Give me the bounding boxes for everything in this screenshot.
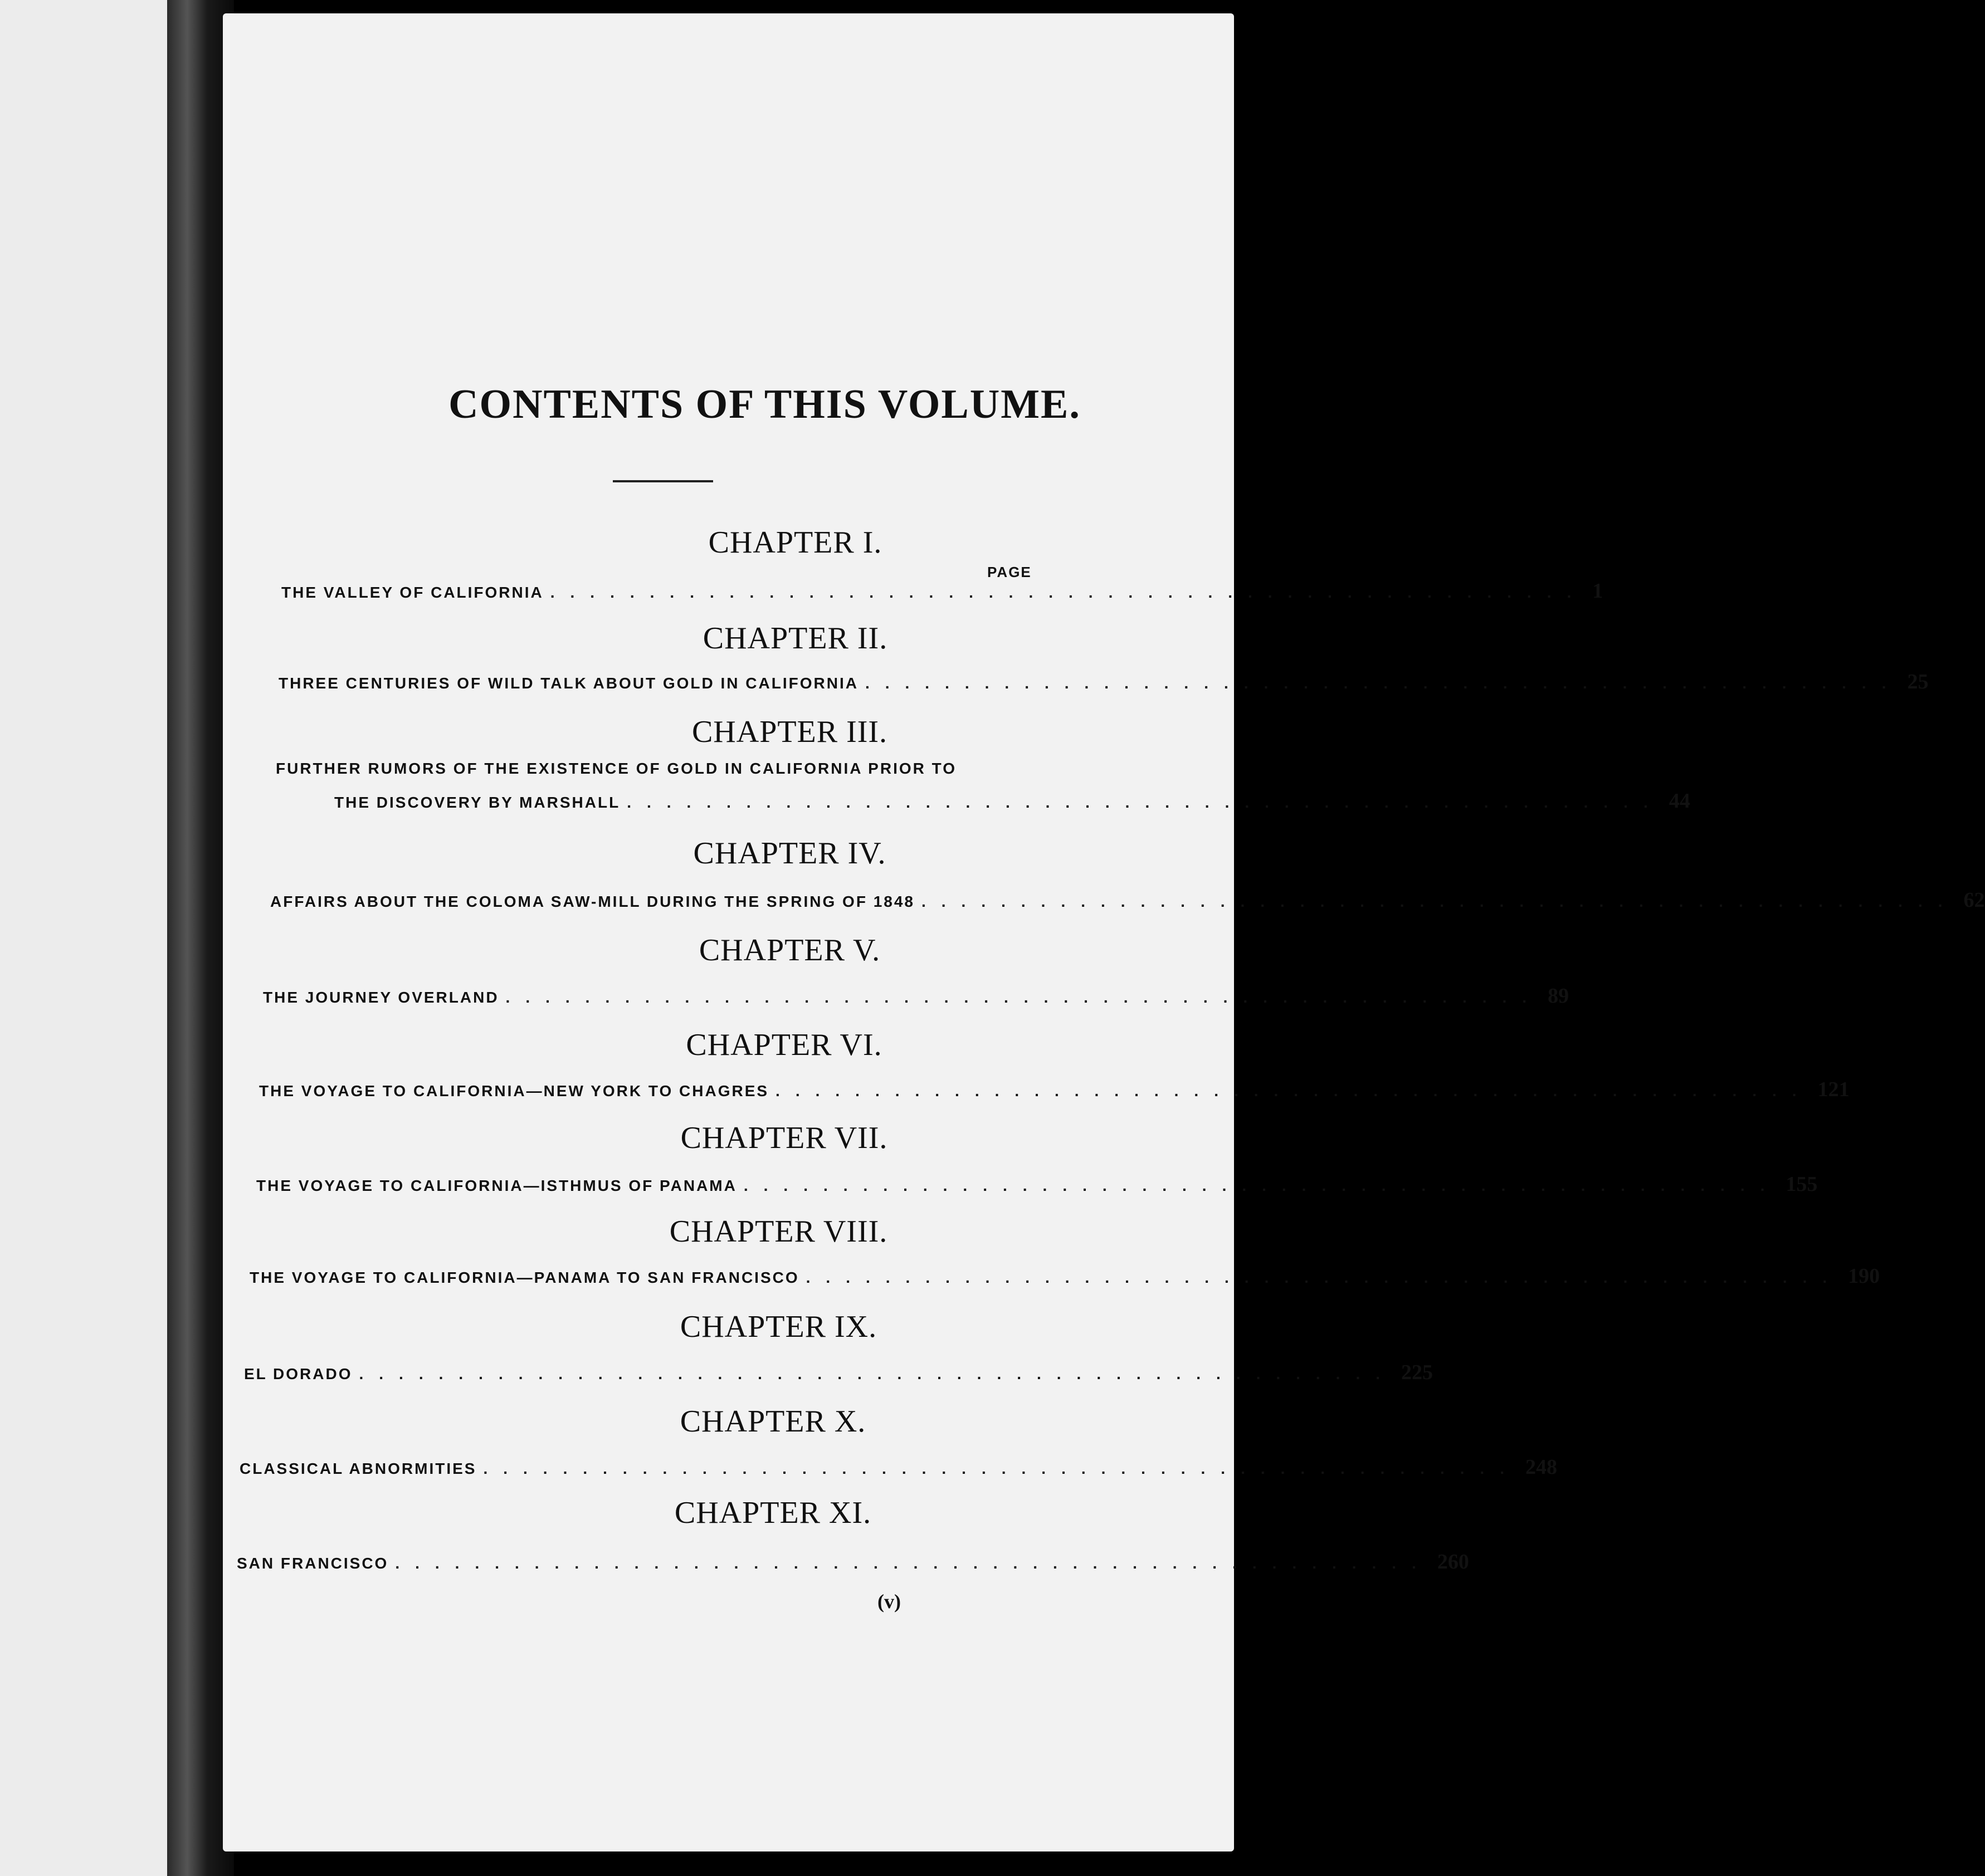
chapter-heading: CHAPTER I.	[708, 525, 882, 560]
leader-dots: ....................................................	[627, 794, 1664, 811]
toc-entry[interactable]	[250, 1264, 1880, 1288]
toc-entry-page: 121	[1817, 1078, 1850, 1101]
leader-dots: ....................................................	[395, 1555, 1432, 1572]
page-title: CONTENTS OF THIS VOLUME.	[448, 382, 1081, 427]
toc-entry-title: THE JOURNEY OVERLAND	[263, 989, 499, 1006]
leader-dots: ....................................................	[505, 989, 1543, 1006]
toc-entry-page: 248	[1525, 1455, 1557, 1479]
toc-entry[interactable]	[237, 1550, 1469, 1574]
chapter-heading: CHAPTER XI.	[674, 1496, 872, 1530]
toc-entry[interactable]	[263, 984, 1569, 1008]
chapter-heading: CHAPTER V.	[699, 933, 881, 968]
toc-entry-page: 190	[1848, 1264, 1880, 1288]
chapter-heading: CHAPTER VII.	[680, 1121, 888, 1155]
contents-page	[223, 13, 1985, 1851]
toc-entry[interactable]	[256, 1172, 1818, 1196]
leader-dots: ....................................................	[550, 584, 1587, 601]
leader-dots: ....................................................	[776, 1082, 1812, 1100]
page-column-label: PAGE	[987, 564, 1032, 580]
toc-entry-title: SAN FRANCISCO	[237, 1555, 389, 1572]
chapter-heading: CHAPTER IV.	[693, 836, 886, 871]
toc-entry-page: 44	[1669, 789, 1690, 813]
toc-entry-title: THE VOYAGE TO CALIFORNIA—NEW YORK TO CHAGRES	[259, 1082, 769, 1100]
leader-dots: ....................................................	[806, 1269, 1843, 1286]
table-of-contents	[223, 13, 1985, 1851]
toc-entry[interactable]	[270, 888, 1985, 912]
toc-entry-title: AFFAIRS ABOUT THE COLOMA SAW-MILL DURING THE SPRING OF 1848	[270, 893, 915, 910]
leader-dots: ....................................................	[921, 893, 1958, 910]
toc-entry-title: THE VOYAGE TO CALIFORNIA—PANAMA TO SAN FRANCISCO	[250, 1269, 799, 1286]
leader-dots: ....................................................	[865, 675, 1902, 692]
chapter-heading: CHAPTER IX.	[680, 1310, 877, 1344]
toc-entry-title: THE VALLEY OF CALIFORNIA	[281, 584, 544, 601]
page-folio: (v)	[877, 1590, 901, 1613]
toc-entry[interactable]	[279, 670, 1929, 694]
toc-entry-page: 1	[1592, 579, 1603, 603]
toc-entry-title: THE VOYAGE TO CALIFORNIA—ISTHMUS OF PANAMA	[256, 1177, 737, 1194]
toc-entry-page: 260	[1437, 1550, 1469, 1574]
toc-entry[interactable]	[240, 1455, 1557, 1479]
chapter-heading: CHAPTER VIII.	[669, 1214, 888, 1249]
toc-entry-page: 225	[1401, 1361, 1433, 1384]
chapter-heading: CHAPTER II.	[703, 621, 888, 656]
toc-entry[interactable]	[334, 789, 1690, 813]
toc-entry-title: THREE CENTURIES OF WILD TALK ABOUT GOLD IN CALIFORNIA	[279, 675, 859, 692]
facing-page	[0, 0, 182, 1876]
toc-entry-page: 62	[1963, 888, 1985, 912]
toc-entry[interactable]	[259, 1077, 1850, 1102]
chapter-heading: CHAPTER III.	[691, 715, 888, 749]
chapter-heading: CHAPTER X.	[680, 1404, 866, 1439]
toc-entry-title-line1: FURTHER RUMORS OF THE EXISTENCE OF GOLD IN CALIFORNIA PRIOR TO	[276, 760, 957, 777]
leader-dots: ....................................................	[743, 1177, 1781, 1194]
toc-entry-title: EL DORADO	[244, 1365, 353, 1382]
leader-dots: ....................................................	[483, 1460, 1520, 1477]
chapter-heading: CHAPTER VI.	[686, 1028, 882, 1062]
toc-entry[interactable]	[244, 1360, 1433, 1385]
toc-entry-page: 155	[1786, 1172, 1818, 1196]
toc-entry-page: 25	[1907, 670, 1929, 693]
toc-entry[interactable]	[281, 579, 1603, 603]
toc-entry-title: CLASSICAL ABNORMITIES	[240, 1460, 477, 1477]
toc-entry-page: 89	[1548, 984, 1569, 1008]
leader-dots: ....................................................	[359, 1365, 1396, 1382]
toc-entry-title: THE DISCOVERY BY MARSHALL	[334, 794, 621, 811]
